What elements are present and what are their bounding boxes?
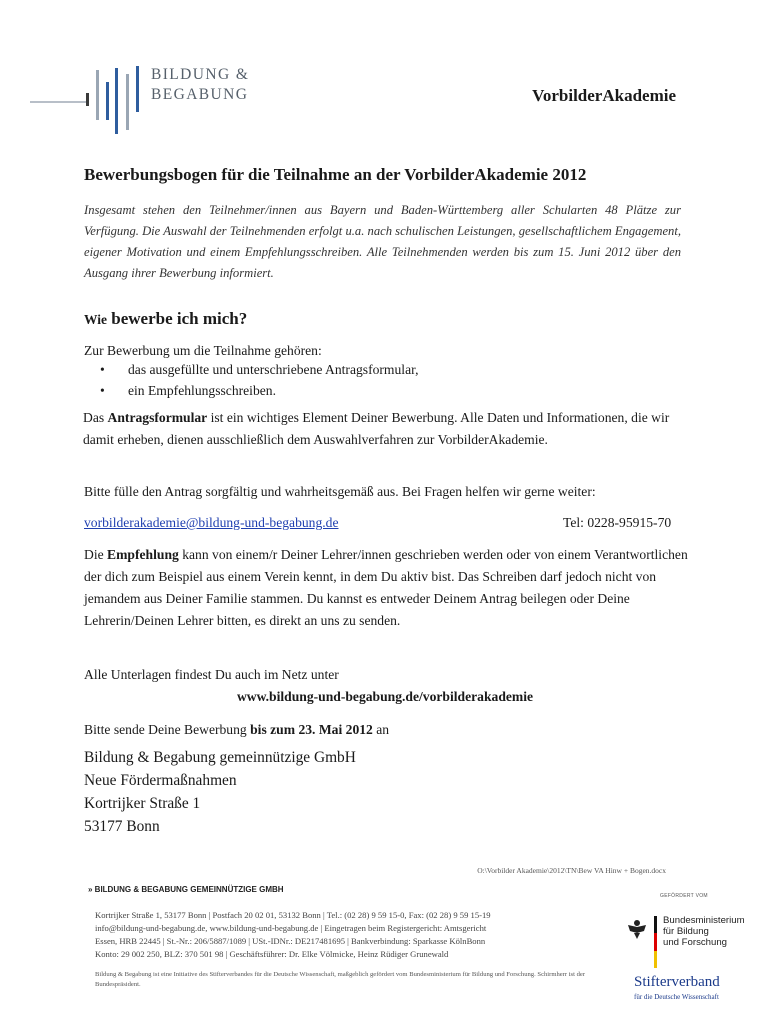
- stifterverband-subtitle: für die Deutsche Wissenschaft: [634, 993, 719, 1001]
- bullet-item: das ausgefüllte und unterschriebene Antragsformular,: [128, 362, 419, 377]
- website-url: www.bildung-und-begabung.de/vorbilderakademie: [236, 689, 534, 704]
- federal-eagle-icon: [626, 918, 648, 940]
- section-heading-small: Wie: [84, 312, 107, 327]
- bullet-item: ein Empfehlungsschreiben.: [128, 383, 276, 398]
- document-title: Bewerbungsbogen für die Teilnahme an der VorbilderAkademie 2012: [84, 165, 587, 184]
- paragraph-antragsformular: Das Antragsformular ist ein wichtiges Element Deiner Bewerbung. Alle Daten und Informationen, die wir damit erheben, dienen ausschließlich dem Auswahlverfahren zur VorbilderAkademie.: [83, 410, 670, 447]
- footer-company: » BILDUNG & BEGABUNG GEMEINNÜTZIGE GMBH: [88, 885, 284, 894]
- phone-number: Tel: 0228-95915-70: [563, 515, 672, 530]
- logo-line: [30, 101, 87, 103]
- bullet-icon: •: [100, 383, 105, 398]
- footer-line: Kortrijker Straße 1, 53177 Bonn | Postfach 20 02 01, 53132 Bonn | Tel.: (02 28) 9 59 15-0, Fax: (02 28) 9 59 15-19: [95, 910, 491, 920]
- address-line: Neue Fördermaßnahmen: [84, 772, 237, 789]
- bullet-icon: •: [100, 362, 105, 377]
- logo-text-line1: BILDUNG &: [151, 66, 250, 83]
- funded-by-label: GEFÖRDERT VOM: [660, 893, 708, 899]
- paragraph-requirements: Zur Bewerbung um die Teilnahme gehören:: [84, 343, 322, 358]
- email-link[interactable]: vorbilderakademie@bildung-und-begabung.de: [84, 515, 339, 530]
- paragraph-instructions: Bitte fülle den Antrag sorgfältig und wahrheitsgemäß aus. Bei Fragen helfen wir gerne weiter:: [84, 484, 596, 499]
- file-path: O:\Vorbilder Akademie\2012\TN\Bew VA Hinw + Bogen.docx: [477, 866, 666, 875]
- german-flag-icon: [654, 916, 657, 968]
- footer-line: Konto: 29 002 250, BLZ: 370 501 98 | Geschäftsführer: Dr. Elke Völmicke, Heinz Rüdiger Grunewald: [95, 949, 449, 959]
- stifterverband-logo: Stifterverband: [634, 974, 720, 990]
- paragraph-online: Alle Unterlagen findest Du auch im Netz unter: [84, 667, 339, 682]
- footer-note: Bildung & Begabung ist eine Initiative des Stifterverbandes für die Deutsche Wissenschaft, maßgeblich gefördert vom Bundesministerium für Bildung und Forschung. Schirmherr ist der Bundespräsident.: [95, 971, 586, 988]
- section-heading: [84, 309, 247, 329]
- intro-paragraph: Insgesamt stehen den Teilnehmer/innen aus Bayern und Baden-Württemberg aller Schularten 48 Plätze zur Verfügung. Die Auswahl der Teilnehmenden erfolgt u.a. nach schulischen Leistungen, gesellschaftlichem Engagement, eigener Motivation und einem Empfehlungsschreiben. Alle Teilnehmenden werden bis zum 15. Juni 2012 über den Ausgang ihrer Bewerbung informiert.: [84, 203, 681, 280]
- paragraph-empfehlung: Die Empfehlung kann von einem/r Deiner Lehrer/innen geschrieben werden oder von einem Verantwortlichen der dich zum Beispiel aus einem Verein kennt, in dem Du aktiv bist. Das Schreiben darf jedoch nicht von jemandem aus Deiner Familie stammen. Du kannst es entweder Deinem Antrag beilegen oder Deine Lehrerin/Deinen Lehrer bitten, es direkt an uns zu senden.: [84, 547, 688, 628]
- section-heading-rest: bewerbe ich mich?: [107, 309, 248, 328]
- logo-text-line2: BEGABUNG: [151, 86, 249, 103]
- footer-line: Essen, HRB 22445 | St.-Nr.: 206/5887/1089 | USt.-IDNr.: DE217481695 | Bankverbindung: Sparkasse KölnBonn: [95, 936, 486, 946]
- header-title: VorbilderAkademie: [532, 86, 676, 105]
- address-line: Kortrijker Straße 1: [84, 795, 201, 812]
- address-line: Bildung & Begabung gemeinnützige GmbH: [84, 749, 356, 766]
- footer-line: info@bildung-und-begabung.de, www.bildung-und-begabung.de | Eingetragen beim Registergericht: Amtsgericht: [95, 923, 487, 933]
- address-line: 53177 Bonn: [84, 818, 160, 835]
- paragraph-deadline: Bitte sende Deine Bewerbung bis zum 23. Mai 2012 an: [84, 722, 390, 737]
- bmbf-logo-text: Bundesministerium für Bildung und Forschung: [663, 915, 745, 948]
